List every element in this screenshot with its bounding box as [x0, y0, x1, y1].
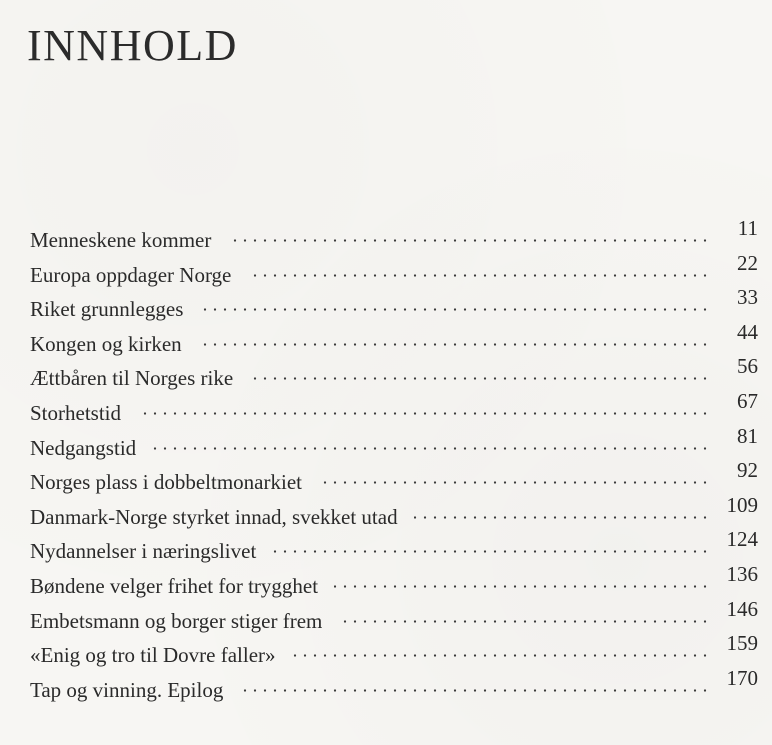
dot-leader: [198, 343, 710, 346]
toc-entry-title: Embetsmann og borger stiger frem: [30, 608, 323, 633]
toc-entry-page-number: 33: [737, 285, 758, 310]
toc-entry-title: Bøndene velger frihet for trygghet: [30, 573, 319, 598]
toc-entry-page-number: 67: [737, 388, 758, 413]
toc-entry-page-number: 159: [726, 631, 758, 656]
toc-entry: [30, 216, 758, 257]
toc-entry-page-number: 11: [737, 216, 758, 240]
toc-entry-page-number: 22: [737, 250, 758, 275]
toc-entry-page-number: 44: [737, 319, 758, 344]
toc-entry-title: Ættbåren til Norges rike: [30, 366, 234, 391]
toc-entry-page-number: 109: [726, 492, 758, 517]
toc-entry-title: Kongen og kirken: [30, 331, 182, 356]
table-of-contents: [30, 216, 758, 706]
toc-entry-title: Norges plass i dobbeltmonarkiet: [30, 470, 302, 495]
page-title: INNHOLD: [27, 21, 238, 70]
toc-entry: [30, 423, 758, 465]
dot-leader: [152, 447, 710, 450]
toc-entry-title: Nedgangstid: [30, 435, 137, 460]
toc-entry: [30, 631, 758, 672]
dot-leader: [227, 239, 710, 242]
toc-entry: [30, 319, 758, 361]
toc-entry-page-number: 124: [726, 527, 758, 552]
toc-entry-title: Nydannelser i næringslivet: [30, 539, 257, 564]
toc-entry-title: «Enig og tro til Dovre faller»: [30, 643, 276, 668]
dot-leader: [334, 585, 710, 588]
toc-entry-page-number: 92: [737, 458, 758, 483]
toc-entry-title: Danmark-Norge styrket innad, svekket utad: [30, 504, 398, 529]
toc-entry: [30, 492, 758, 534]
dot-leader: [338, 620, 710, 623]
toc-entry: [30, 665, 758, 707]
toc-entry-page-number: 136: [726, 561, 758, 586]
dot-leader: [239, 689, 710, 692]
toc-entry: [30, 527, 758, 568]
toc-entry-title: Tap og vinning. Epilog: [30, 677, 224, 702]
toc-entry-title: Europa oppdager Norge: [30, 262, 232, 287]
dot-leader: [137, 412, 710, 415]
dot-leader: [247, 274, 710, 277]
dot-leader: [249, 377, 710, 380]
toc-entry: [30, 596, 758, 638]
toc-entry-title: Storhetstid: [30, 400, 122, 425]
dot-leader: [318, 481, 710, 484]
toc-entry: [30, 354, 758, 395]
toc-entry-page-number: 56: [737, 354, 758, 379]
toc-entry: [30, 285, 758, 326]
toc-entry-title: Riket grunnlegges: [30, 297, 184, 322]
dot-leader: [272, 550, 710, 553]
dot-leader: [199, 308, 710, 311]
toc-entry-page-number: 81: [737, 423, 758, 448]
toc-entry-page-number: 170: [726, 665, 758, 690]
toc-entry: [30, 458, 758, 499]
dot-leader: [292, 654, 710, 657]
toc-entry: [30, 388, 758, 430]
toc-entry: [30, 250, 758, 292]
toc-entry-title: Menneskene kommer: [30, 228, 212, 252]
toc-entry-page-number: 146: [726, 596, 758, 621]
dot-leader: [414, 516, 710, 519]
toc-entry: [30, 561, 758, 603]
